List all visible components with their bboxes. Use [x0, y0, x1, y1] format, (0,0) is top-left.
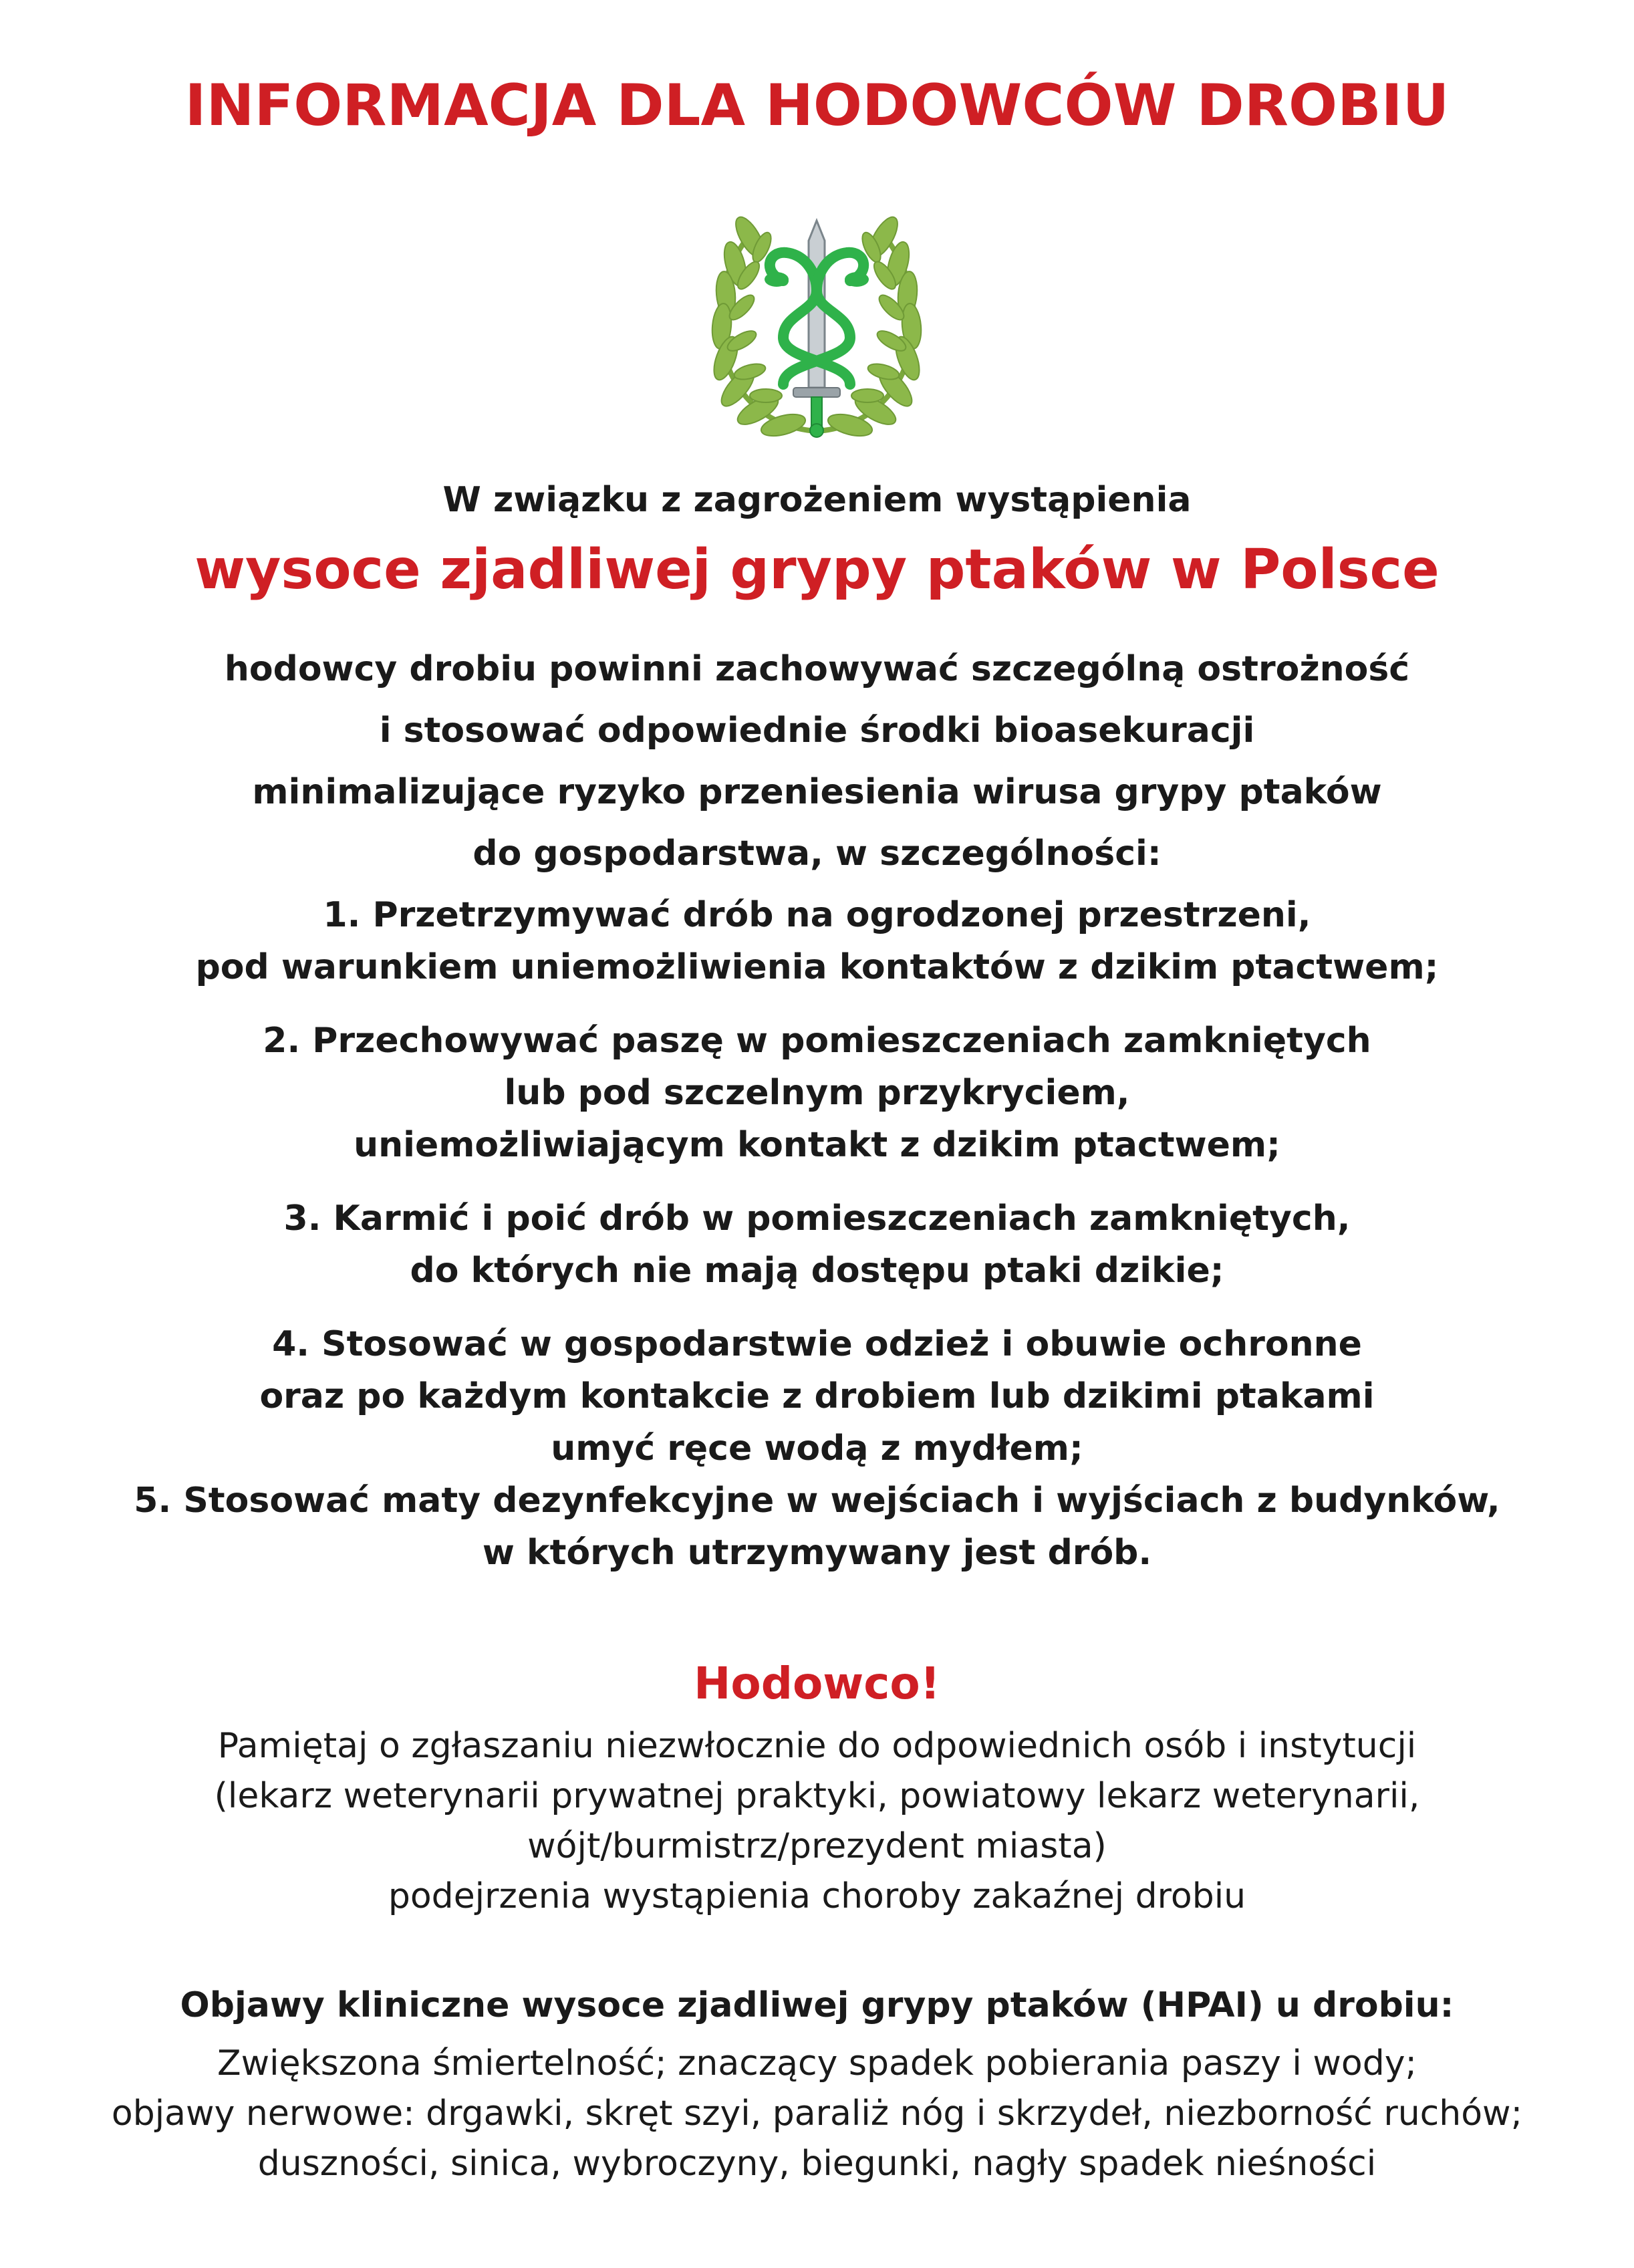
measure-line: 1. Przetrzymywać drób na ogrodzonej przestrzeni,	[323, 895, 1311, 935]
headline: wysoce zjadliwej grypy ptaków w Polsce	[194, 538, 1440, 602]
lead-paragraph	[0, 638, 1634, 884]
measure-line: 3. Karmić i poić drób w pomieszczeniach zamkniętych,	[283, 1199, 1351, 1239]
veterinary-caduceus-wreath-icon	[683, 201, 950, 455]
symptoms-line: Zwiększona śmiertelność; znaczący spadek pobierania paszy i wody;	[217, 2043, 1417, 2084]
notice-heading: Hodowco!	[694, 1658, 940, 1709]
lead-line: minimalizujące ryzyko przeniesienia wirusa grypy ptaków	[252, 772, 1382, 812]
measure-item	[0, 1015, 1634, 1171]
symptoms-heading: Objawy kliniczne wysoce zjadliwej grypy ptaków (HPAI) u drobiu:	[180, 1985, 1454, 2025]
symptoms-paragraph	[0, 2039, 1634, 2189]
measure-line: pod warunkiem uniemożliwienia kontaktów z dzikim ptactwem;	[195, 947, 1439, 987]
measure-item	[0, 1318, 1634, 1475]
notice-line: podejrzenia wystąpienia choroby zakaźnej drobiu	[388, 1876, 1246, 1916]
notice-line: (lekarz weterynarii prywatnej praktyki, powiatowy lekarz weterynarii,	[214, 1776, 1420, 1816]
measure-line: oraz po każdym kontakcie z drobiem lub dzikimi ptakami	[259, 1376, 1375, 1416]
measure-line: 2. Przechowywać paszę w pomieszczeniach zamkniętych	[263, 1021, 1371, 1061]
intro-line: W związku z zagrożeniem wystąpienia	[442, 480, 1192, 520]
measure-item	[0, 889, 1634, 993]
measure-item	[0, 1475, 1634, 1579]
measure-line: do których nie mają dostępu ptaki dzikie;	[410, 1251, 1224, 1291]
lead-line: hodowcy drobiu powinni zachowywać szczególną ostrożność	[224, 649, 1410, 689]
measure-line: 5. Stosować maty dezynfekcyjne w wejściach i wyjściach z budynków,	[134, 1481, 1500, 1521]
notice-paragraph	[0, 1721, 1634, 1922]
measure-line: uniemożliwiającym kontakt z dzikim ptactwem;	[354, 1125, 1280, 1165]
measures-list	[0, 889, 1634, 1600]
symptoms-line: objawy nerwowe: drgawki, skręt szyi, paraliż nóg i skrzydeł, niezborność ruchów;	[111, 2094, 1523, 2134]
measure-item	[0, 1192, 1634, 1297]
symptoms-line: duszności, sinica, wybroczyny, biegunki, nagły spadek nieśności	[257, 2144, 1377, 2184]
measure-line: 4. Stosować w gospodarstwie odzież i obuwie ochronne	[272, 1324, 1362, 1364]
lead-line: i stosować odpowiednie środki bioasekuracji	[379, 711, 1255, 751]
lead-line: do gospodarstwa, w szczególności:	[472, 834, 1162, 874]
measure-line: lub pod szczelnym przykryciem,	[504, 1073, 1130, 1113]
measure-line: umyć ręce wodą z mydłem;	[551, 1428, 1083, 1469]
page-title: INFORMACJA DLA HODOWCÓW DROBIU	[184, 72, 1450, 139]
measure-line: w których utrzymywany jest drób.	[482, 1533, 1152, 1573]
notice-line: Pamiętaj o zgłaszaniu niezwłocznie do odpowiednich osób i instytucji	[217, 1726, 1417, 1766]
notice-line: wójt/burmistrz/prezydent miasta)	[527, 1826, 1107, 1866]
